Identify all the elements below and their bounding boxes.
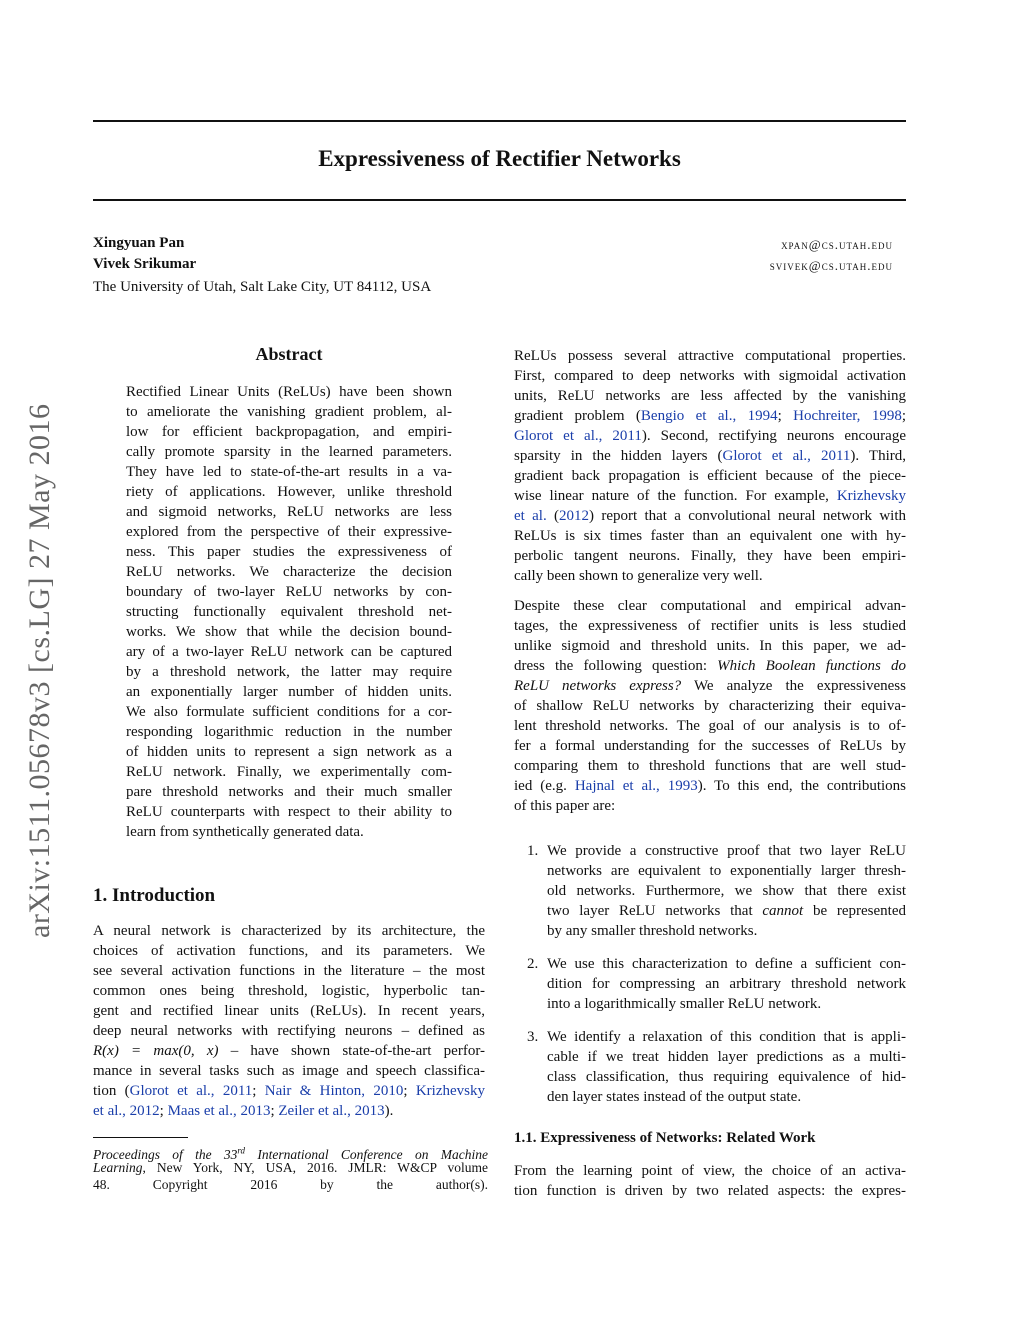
body-text: We analyze the expressiveness xyxy=(681,678,906,694)
body-line: tages, the expressiveness of rectifier units is less studied xyxy=(514,618,906,634)
body-line: gradient back propagation is efficient because of the piece- xyxy=(514,468,906,484)
body-text: ). Third, xyxy=(850,448,906,464)
affiliation: The University of Utah, Salt Lake City, UT 84112, USA xyxy=(93,279,432,295)
abstract-line: boundary of two-layer ReLU networks by con- xyxy=(126,584,452,600)
body-text: two layer ReLU networks that xyxy=(547,903,763,919)
body-text: ). Second, rectifying neurons encourage xyxy=(641,428,906,444)
body-text: dress the following question: xyxy=(514,658,718,674)
citation-link[interactable]: Hochreiter, 1998 xyxy=(793,408,902,424)
author-name: Xingyuan Pan xyxy=(93,235,185,251)
body-text: be represented xyxy=(803,903,906,919)
body-text: ) report that a convolutional neural network with xyxy=(589,508,906,524)
footnote-line: 48. Copyright 2016 by the author(s). xyxy=(93,1177,488,1192)
abstract-line: of hidden units to represent a sign network as a xyxy=(126,744,452,760)
list-item-line xyxy=(547,901,906,921)
abstract-line: ReLU network. Finally, we experimentally com- xyxy=(126,764,452,780)
abstract-line: ness. This paper studies the expressiveness of xyxy=(126,544,452,560)
citation-separator: ; xyxy=(403,1083,416,1099)
list-item-line: dition for compressing an arbitrary threshold network xyxy=(547,976,906,992)
citation-separator: ; xyxy=(159,1103,168,1119)
list-item-line: by any smaller threshold networks. xyxy=(547,923,758,939)
body-line: lent threshold networks. The goal of our analysis is to of- xyxy=(514,718,906,734)
abstract-line: by a threshold network, the latter may require xyxy=(126,664,452,680)
abstract-line: learn from synthetically generated data. xyxy=(126,824,364,840)
body-line: unlike sigmoid and threshold units. In this paper, we ad- xyxy=(514,638,906,654)
body-line xyxy=(514,406,906,426)
body-line xyxy=(514,776,906,796)
list-item-line: We provide a constructive proof that two layer ReLU xyxy=(547,843,906,859)
list-item-line: into a logarithmically smaller ReLU network. xyxy=(547,996,822,1012)
abstract-line: low for efficient backpropagation, and empiri- xyxy=(126,424,452,440)
body-line xyxy=(514,426,906,446)
intro-line: mance in several tasks such as image and speech classifica- xyxy=(93,1063,485,1079)
citation-separator: ; xyxy=(901,408,907,424)
footnote-line xyxy=(93,1142,488,1162)
author-email[interactable]: xpan@cs.utah.edu xyxy=(781,237,893,252)
abstract-line: riety of applications. However, unlike threshold xyxy=(126,484,452,500)
abstract-heading: Abstract xyxy=(255,344,323,364)
abstract-line: ReLU counterparts with respect to their ability to xyxy=(126,804,452,820)
abstract-line: pare threshold networks and their much smaller xyxy=(126,784,452,800)
citation-link[interactable]: Glorot et al., 2011 xyxy=(514,428,642,444)
citation-link[interactable]: et al. xyxy=(514,508,547,524)
abstract-line: Rectified Linear Units (ReLUs) have been shown xyxy=(126,384,452,400)
abstract-line: They have led to state-of-the-art results in a va- xyxy=(126,464,452,480)
body-text: wise linear nature of the function. For example, xyxy=(514,488,837,504)
body-text: gradient problem ( xyxy=(514,408,641,424)
body-line: tion function is driven by two related aspects: the expres- xyxy=(514,1183,906,1199)
title-bottom-rule xyxy=(93,199,906,201)
body-line xyxy=(514,506,906,526)
body-line xyxy=(514,656,906,676)
body-line: ReLUs possess several attractive computational properties. xyxy=(514,348,906,364)
footnote-italic: Learning xyxy=(93,1160,143,1175)
citation-link[interactable]: Bengio et al., 1994 xyxy=(640,408,778,424)
list-item-number: 1. xyxy=(527,843,539,859)
citation-separator: ; xyxy=(777,408,794,424)
list-item-number: 2. xyxy=(527,956,539,972)
citation-link[interactable]: Krizhevsky xyxy=(415,1083,485,1099)
abstract-line: We also formulate sufficient conditions for a cor- xyxy=(126,704,452,720)
intro-line: deep neural networks with rectifying neurons – defined as xyxy=(93,1023,485,1039)
footnote-text: Proceedings of the xyxy=(93,1146,224,1162)
abstract-line: cally promote sparsity in the learned parameters. xyxy=(126,444,452,460)
footnote-rule xyxy=(93,1137,188,1138)
list-item-line: We identify a relaxation of this condition that is appli- xyxy=(547,1029,906,1045)
citation-text: ). xyxy=(384,1103,394,1119)
body-line: units, ReLU networks are less affected by the vanishing xyxy=(514,388,906,404)
body-line: perbolic tangent neurons. Finally, they have been empiri- xyxy=(514,548,906,564)
list-item-number: 3. xyxy=(527,1029,539,1045)
list-item-line: We use this characterization to define a sufficient con- xyxy=(547,956,906,972)
intro-line: gent and rectified linear units (ReLUs). In recent years, xyxy=(93,1003,485,1019)
body-line: fer a formal understanding for the successes of ReLUs by xyxy=(514,738,906,754)
list-item-line: old networks. Furthermore, we show that there exist xyxy=(547,883,906,899)
abstract-line: structing functionally equivalent threshold net- xyxy=(126,604,452,620)
citation-link[interactable]: et al., 2012 xyxy=(93,1103,160,1119)
title-top-rule xyxy=(93,120,906,122)
body-line: ReLUs is six times faster than an equivalent one with hy- xyxy=(514,528,906,544)
abstract-line: ary of a two-layer ReLU network can be captured xyxy=(126,644,452,660)
list-item-line: cable if we treat hidden layer predictions as a multi- xyxy=(547,1049,906,1065)
body-text: ied (e.g. xyxy=(514,778,575,794)
citation-separator: ; xyxy=(252,1083,265,1099)
research-question: Which Boolean functions do xyxy=(717,658,906,674)
ordinal-suffix: rd xyxy=(237,1145,246,1155)
abstract-line: to ameliorate the vanishing gradient problem, al- xyxy=(126,404,452,420)
intro-citation-line xyxy=(93,1101,485,1121)
body-line: From the learning point of view, the choice of an activa- xyxy=(514,1163,906,1179)
intro-formula-line xyxy=(93,1041,485,1061)
citation-link[interactable]: 2012 xyxy=(559,508,590,524)
body-text: ( xyxy=(546,508,560,524)
ordinal-number: 33 xyxy=(223,1146,238,1162)
body-line xyxy=(514,446,906,466)
abstract-line: responding logarithmic reduction in the number xyxy=(126,724,452,740)
emphasis-text: cannot xyxy=(762,903,804,919)
intro-line: choices of activation functions, and its parameters. We xyxy=(93,943,485,959)
intro-line: A neural network is characterized by its architecture, the xyxy=(93,923,485,939)
research-question: ReLU networks express? xyxy=(514,678,682,694)
list-item-line: networks are equivalent to exponentially larger thresh- xyxy=(547,863,906,879)
body-text: sparsity in the hidden layers ( xyxy=(514,448,723,464)
body-line: Despite these clear computational and empirical advan- xyxy=(514,598,906,614)
author-name: Vivek Srikumar xyxy=(93,256,197,272)
author-email[interactable]: svivek@cs.utah.edu xyxy=(769,258,893,273)
citation-link[interactable]: Nair & Hinton, 2010 xyxy=(264,1083,404,1099)
citation-link[interactable]: Krizhevsky xyxy=(836,488,906,504)
body-line: of this paper are: xyxy=(514,798,616,814)
subsection-heading-related-work: 1.1. Expressiveness of Networks: Related Work xyxy=(514,1130,816,1146)
body-line xyxy=(514,676,906,696)
list-item-line: class classification, thus requiring equivalence of hid- xyxy=(547,1069,906,1085)
intro-citation-line xyxy=(93,1081,485,1101)
citation-link[interactable]: Zeiler et al., 2013 xyxy=(278,1103,385,1119)
footnote xyxy=(93,1142,488,1193)
formula-line-text: – have shown state-of-the-art perfor- xyxy=(218,1043,486,1059)
footnote-line xyxy=(93,1159,488,1176)
citation-text: tion ( xyxy=(93,1083,130,1099)
abstract-line: works. We show that while the decision bound- xyxy=(126,624,452,640)
abstract-line: explored from the perspective of their expressive- xyxy=(126,524,452,540)
abstract-line: and sigmoid networks, ReLU networks are less xyxy=(126,504,452,520)
footnote-text: International Conference on Machine xyxy=(245,1146,488,1162)
citation-link[interactable]: Hajnal et al., 1993 xyxy=(574,778,698,794)
body-line: cally been shown to generalize very well. xyxy=(514,568,763,584)
intro-line: common ones being threshold, logistic, hyperbolic tan- xyxy=(93,983,485,999)
citation-link[interactable]: Maas et al., 2013 xyxy=(167,1103,271,1119)
body-line: of shallow ReLU networks by characterizing their equiva- xyxy=(514,698,906,714)
body-line: comparing them to threshold functions that are well stud- xyxy=(514,758,906,774)
citation-link[interactable]: Glorot et al., 2011 xyxy=(129,1083,253,1099)
body-line: First, compared to deep networks with sigmoidal activation xyxy=(514,368,906,384)
relu-formula: R(x) = max(0, x) xyxy=(93,1043,219,1059)
footnote-text: , New York, NY, USA, 2016. JMLR: W&CP volume xyxy=(142,1160,488,1175)
citation-link[interactable]: Glorot et al., 2011 xyxy=(722,448,851,464)
body-line xyxy=(514,486,906,506)
citation-separator: ; xyxy=(270,1103,279,1119)
paper-title: Expressiveness of Rectifier Networks xyxy=(318,146,681,171)
arxiv-stamp: arXiv:1511.05678v3 [cs.LG] 27 May 2016 xyxy=(23,403,56,938)
list-item-line: den layer states instead of the output state. xyxy=(547,1089,802,1105)
section-heading-introduction: 1. Introduction xyxy=(93,885,216,906)
abstract-line: an exponentially larger number of hidden units. xyxy=(126,684,452,700)
abstract-line: ReLU networks. We characterize the decision xyxy=(126,564,452,580)
body-text: ). To this end, the contributions xyxy=(697,778,906,794)
intro-line: see several activation functions in the literature – the most xyxy=(93,963,485,979)
